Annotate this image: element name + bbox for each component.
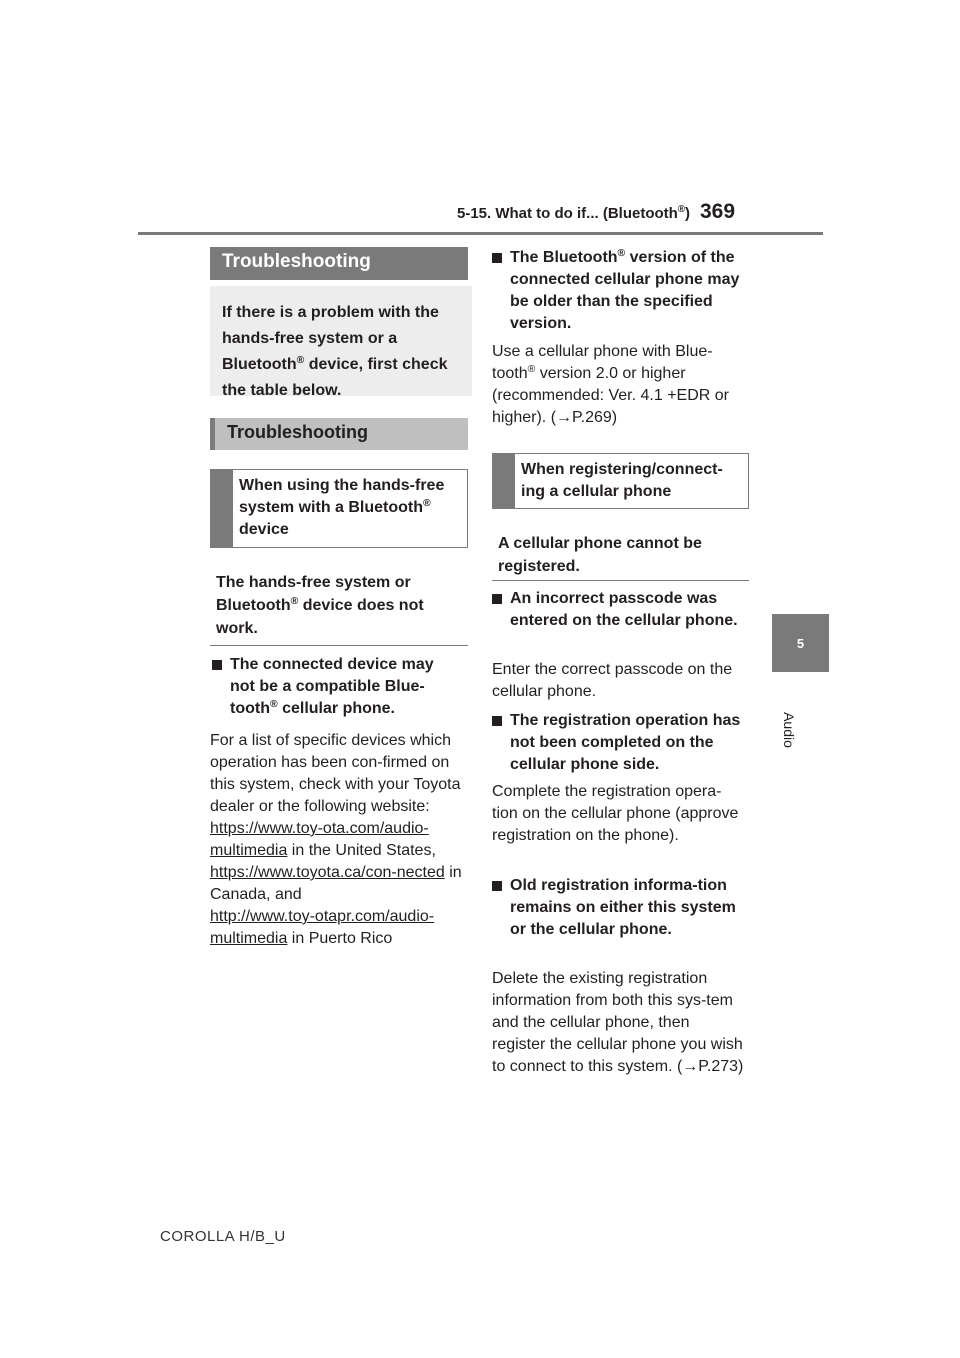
link-puerto-rico[interactable]: http://www.toy-otapr.com/audio-multimedia [210,908,435,947]
subsection-box [210,469,468,548]
subsection-title: When using the hands-free system with a Bluetooth® device [239,477,445,538]
sub-heading: Troubleshooting [210,418,468,450]
section-title: 5-15. What to do if... (Bluetooth®) [457,204,690,222]
cause-text: Old registration informa-tion remains on either this system or the cellular phone. [510,877,736,938]
square-bullet-icon [212,654,230,720]
cause-text: The registration operation has not been completed on the cellular phone side. [510,712,741,773]
square-bullet-icon [492,875,510,941]
problem-heading: A cellular phone cannot be registered. [492,530,749,581]
cause-text: An incorrect passcode was entered on the cellular phone. [510,590,738,629]
cause-text: The connected device may not be a compatible Blue-tooth® cellular phone. [230,656,434,717]
link-usa[interactable]: https://www.toy-ota.com/audio-multimedia [210,820,429,859]
section-heading: Troubleshooting [210,247,468,280]
solution-text: For a list of specific devices which operation has been con-firmed on this system, check with your Toyota dealer or the following website: https://www.toy-ota.com/audio-multimedia in the United States, https://www.toyota.ca/con-nected in Canada, and http://www.toy-otapr.com/audio-multimedia in Puerto Rico [210,732,462,947]
subsection-bar [211,470,233,547]
chapter-label: Audio [781,712,797,748]
solution-text: Use a cellular phone with Blue-tooth® version 2.0 or higher (recommended: Ver. 4.1 +EDR or higher). (→P.269) [492,343,729,426]
cause-item [212,654,462,720]
square-bullet-icon [492,710,510,776]
intro-note: If there is a problem with the hands-free system or a Bluetooth® device, first check the table below. [210,286,472,396]
cause-item [492,588,744,632]
footer-model: COROLLA H/B_U [160,1228,286,1245]
cause-item [492,875,744,941]
link-canada[interactable]: https://www.toyota.ca/con-nected [210,864,445,881]
header-rule [138,232,823,235]
subsection-box [492,453,749,509]
cause-text: The Bluetooth® version of the connected cellular phone may be older than the specified version. [510,247,740,332]
square-bullet-icon [492,247,510,335]
solution-text: Complete the registration opera-tion on the cellular phone (approve registration on the phone). [492,783,739,844]
cause-item [492,710,744,776]
solution-text: Delete the existing registration information from both this sys-tem and the cellular phone, then register the cellular phone you wish to connect to this system. (→P.273) [492,970,744,1075]
page-number: 369 [700,200,736,223]
cause-item [492,247,742,335]
chapter-tab: 5 [772,614,829,672]
subsection-title: When registering/connect-ing a cellular phone [521,461,723,500]
solution-text: Enter the correct passcode on the cellular phone. [492,661,733,700]
square-bullet-icon [492,588,510,632]
problem-heading: The hands-free system or Bluetooth® device does not work. [210,569,468,646]
subsection-bar [493,454,515,508]
